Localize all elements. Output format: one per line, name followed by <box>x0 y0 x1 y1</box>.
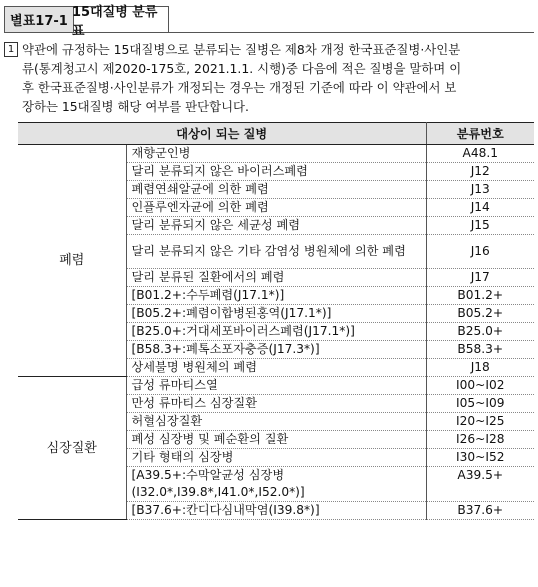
intro-line: 후 한국표준질병·사인분류가 개정되는 경우는 개정된 기준에 따라 이 약관에서 보 <box>22 80 457 95</box>
disease-cell: 허혈심장질환 <box>126 413 426 431</box>
disease-cell: 상세불명 병원체의 폐렴 <box>126 359 426 377</box>
header-rule <box>168 32 534 33</box>
code-cell <box>426 484 534 502</box>
table-header-row <box>18 123 534 145</box>
code-cell: I00~I02 <box>426 377 534 395</box>
disease-cell: (I32.0*,I39.8*,I41.0*,I52.0*)] <box>126 484 426 502</box>
disease-cell: 만성 류마티스 심장질환 <box>126 395 426 413</box>
table-row <box>18 377 534 395</box>
appendix-title: 15대질병 분류표 <box>72 6 169 33</box>
appendix-tag: 별표17-1 <box>4 6 74 33</box>
code-cell: J14 <box>426 199 534 217</box>
disease-table <box>18 122 534 520</box>
disease-cell: 달리 분류되지 않은 세균성 폐렴 <box>126 217 426 235</box>
table-row <box>18 145 534 163</box>
intro-line: 약관에 규정하는 15대질병으로 분류되는 질병은 제8차 개정 한국표준질병·사인분 <box>22 42 461 57</box>
disease-cell: 폐성 심장병 및 폐순환의 질환 <box>126 431 426 449</box>
disease-cell: 인플루엔자균에 의한 폐렴 <box>126 199 426 217</box>
code-cell: A39.5+ <box>457 468 504 482</box>
code-cell: B25.0+ <box>426 323 534 341</box>
intro-number-box: 1 <box>4 42 18 57</box>
disease-cell: [B25.0+:거대세포바이러스폐렴(J17.1*)] <box>126 323 426 341</box>
code-cell: J15 <box>426 217 534 235</box>
code-cell: J18 <box>426 359 534 377</box>
code-cell: I26~I28 <box>426 431 534 449</box>
disease-cell: [B01.2+:수두폐렴(J17.1*)] <box>126 287 426 305</box>
disease-cell: [B05.2+:폐렴이합병된홍역(J17.1*)] <box>126 305 426 323</box>
disease-cell: [A39.5+:수막알균성 심장병 <box>126 467 426 485</box>
header-code: 분류번호 <box>426 123 534 145</box>
disease-cell: 급성 류마티스열 <box>126 377 426 395</box>
disease-cell: 달리 분류되지 않은 바이러스폐렴 <box>126 163 426 181</box>
code-cell: J12 <box>426 163 534 181</box>
intro-line: 장하는 15대질병 해당 여부를 판단합니다. <box>22 99 249 114</box>
intro-line: 류(통계청고시 제2020-175호, 2021.1.1. 시행)중 다음에 적은 질병을 말하며 이 <box>22 61 462 76</box>
code-cell: B37.6+ <box>426 502 534 520</box>
category-cell: 폐렴 <box>18 145 126 377</box>
disease-cell: 달리 분류된 질환에서의 폐렴 <box>126 269 426 287</box>
disease-cell: 재향군인병 <box>126 145 426 163</box>
code-cell: I20~I25 <box>426 413 534 431</box>
category-cell: 심장질환 <box>18 377 126 520</box>
code-cell: I05~I09 <box>426 395 534 413</box>
code-cell: J16 <box>426 235 534 269</box>
code-cell: B05.2+ <box>426 305 534 323</box>
code-cell: B58.3+ <box>426 341 534 359</box>
disease-cell: [B37.6+:칸디다심내막염(I39.8*)] <box>126 502 426 520</box>
disease-cell: 기타 형태의 심장병 <box>126 449 426 467</box>
code-cell: J13 <box>426 181 534 199</box>
appendix-header <box>0 4 538 39</box>
header-disease: 대상이 되는 질병 <box>18 123 426 145</box>
disease-cell: [B58.3+:폐톡소포자충증(J17.3*)] <box>126 341 426 359</box>
code-cell: I30~I52 <box>426 449 534 467</box>
disease-cell: 폐렴연쇄알균에 의한 폐렴 <box>126 181 426 199</box>
code-cell: J17 <box>426 269 534 287</box>
code-cell: B01.2+ <box>426 287 534 305</box>
disease-cell: 달리 분류되지 않은 기타 감염성 병원체에 의한 폐렴 <box>126 235 426 269</box>
table-body <box>18 145 534 520</box>
code-cell: A48.1 <box>426 145 534 163</box>
